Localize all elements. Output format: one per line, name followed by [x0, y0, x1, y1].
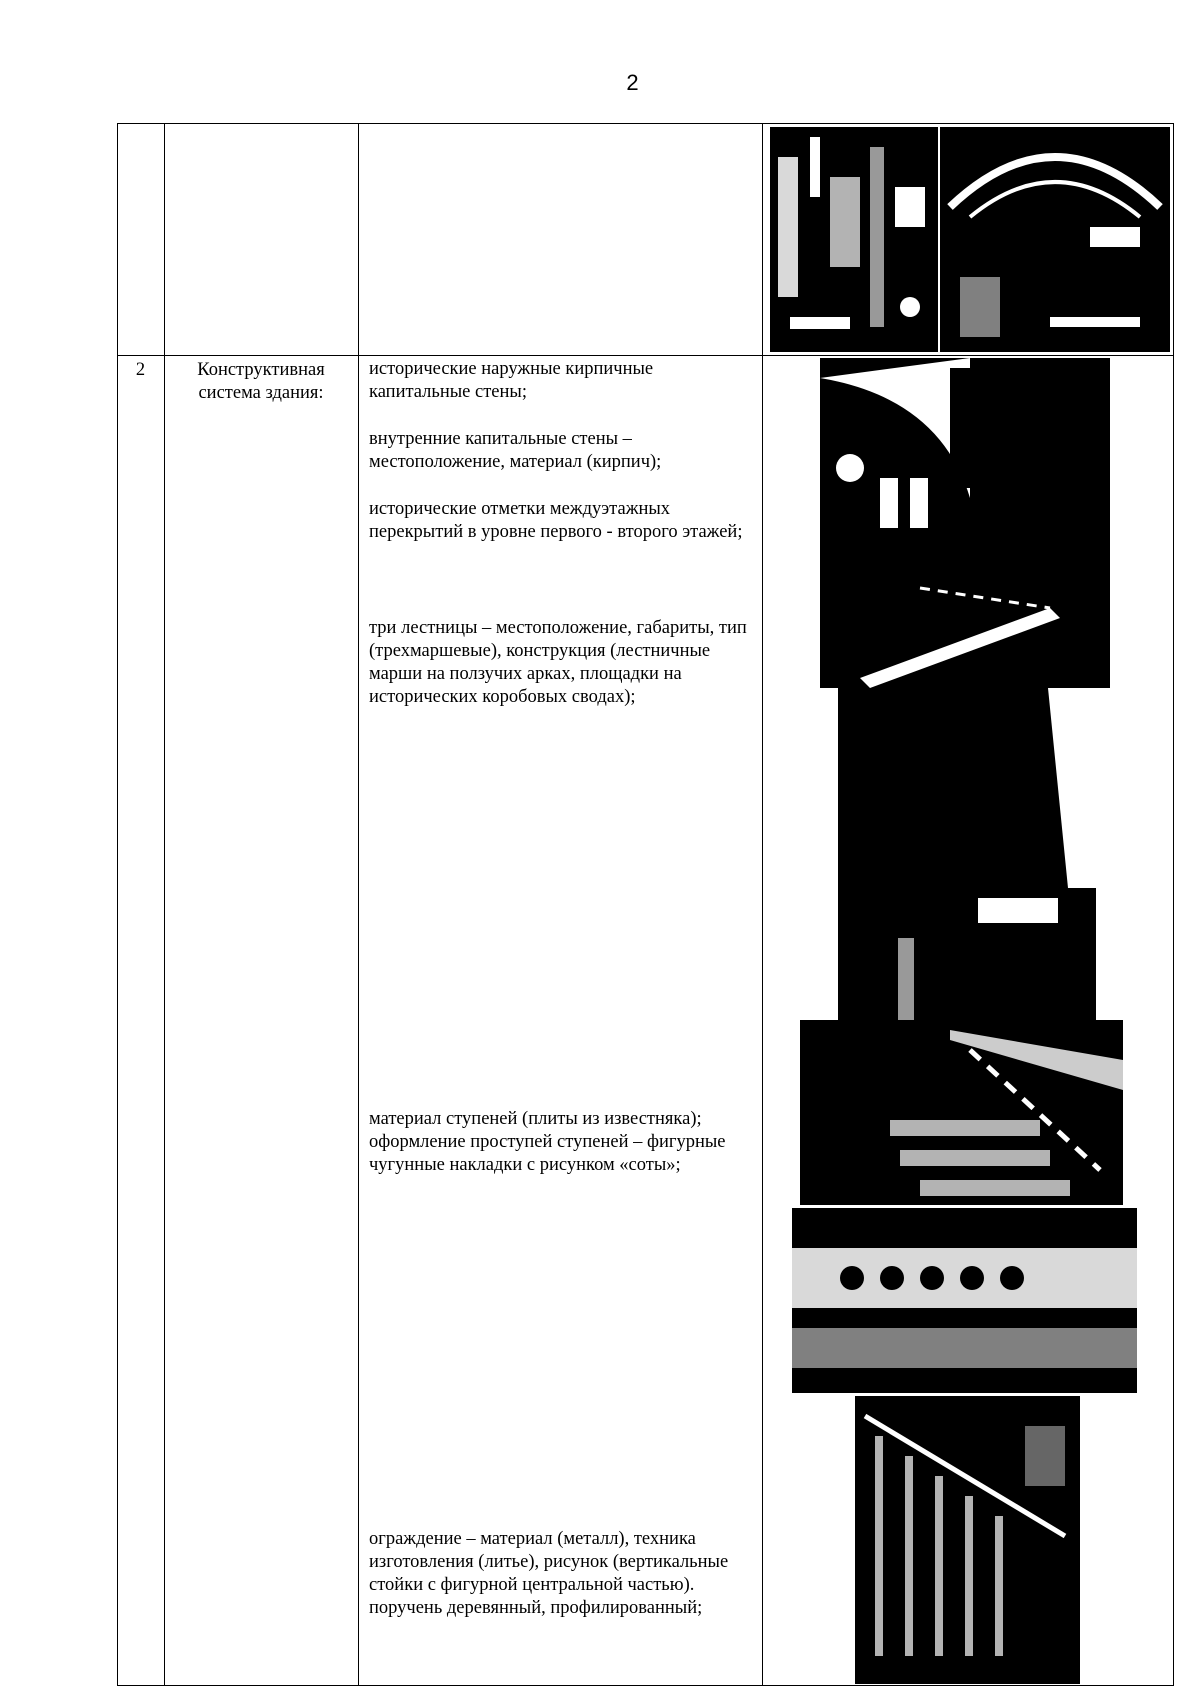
description-item: исторические отметки междуэтажных перекрытий в уровне первого - второго этажей;	[369, 499, 743, 542]
staircase-photo-icon	[838, 688, 1096, 1023]
step-tread-photo-icon	[800, 1020, 1123, 1205]
description-item: исторические наружные кирпичные капитальные стены;	[369, 359, 654, 402]
description-block-6	[369, 1528, 759, 1620]
vault-photo-icon	[940, 127, 1170, 352]
description-item: ограждение – материал (металл), техника изготовления (литье), рисунок (вертикальные стойки с фигурной центральной частью).	[369, 1529, 729, 1595]
column-divider-2	[358, 123, 359, 1686]
description-block-4	[369, 617, 759, 709]
railing-photo-icon	[855, 1396, 1080, 1684]
description-block-1	[369, 358, 759, 404]
description-item: внутренние капитальные стены – местоположение, материал (кирпич);	[369, 429, 662, 472]
column-divider-1	[164, 123, 165, 1686]
description-block-3	[369, 498, 759, 544]
description-item: материал ступеней (плиты из известняка); оформление проступей ступеней – фигурные чугунные накладки с рисунком «соты»;	[369, 1109, 726, 1175]
row-label: Конструктивная система здания:	[197, 360, 325, 403]
row-divider	[117, 355, 1174, 356]
description-block-5	[369, 1108, 759, 1177]
description-block-2	[369, 428, 759, 474]
column-divider-3	[762, 123, 763, 1686]
staircase-vault-photo-icon	[820, 358, 1110, 688]
page-number: 2	[626, 70, 639, 95]
honeycomb-plate-photo-icon	[792, 1208, 1137, 1393]
row-number: 2	[135, 360, 146, 380]
interior-photo-icon	[770, 127, 938, 352]
description-item: поручень деревянный, профилированный;	[369, 1598, 703, 1618]
description-item: три лестницы – местоположение, габариты, тип (трехмаршевые), конструкция (лестничные марши на ползучих арках, площадки на исторических коробовых сводах);	[369, 618, 747, 707]
